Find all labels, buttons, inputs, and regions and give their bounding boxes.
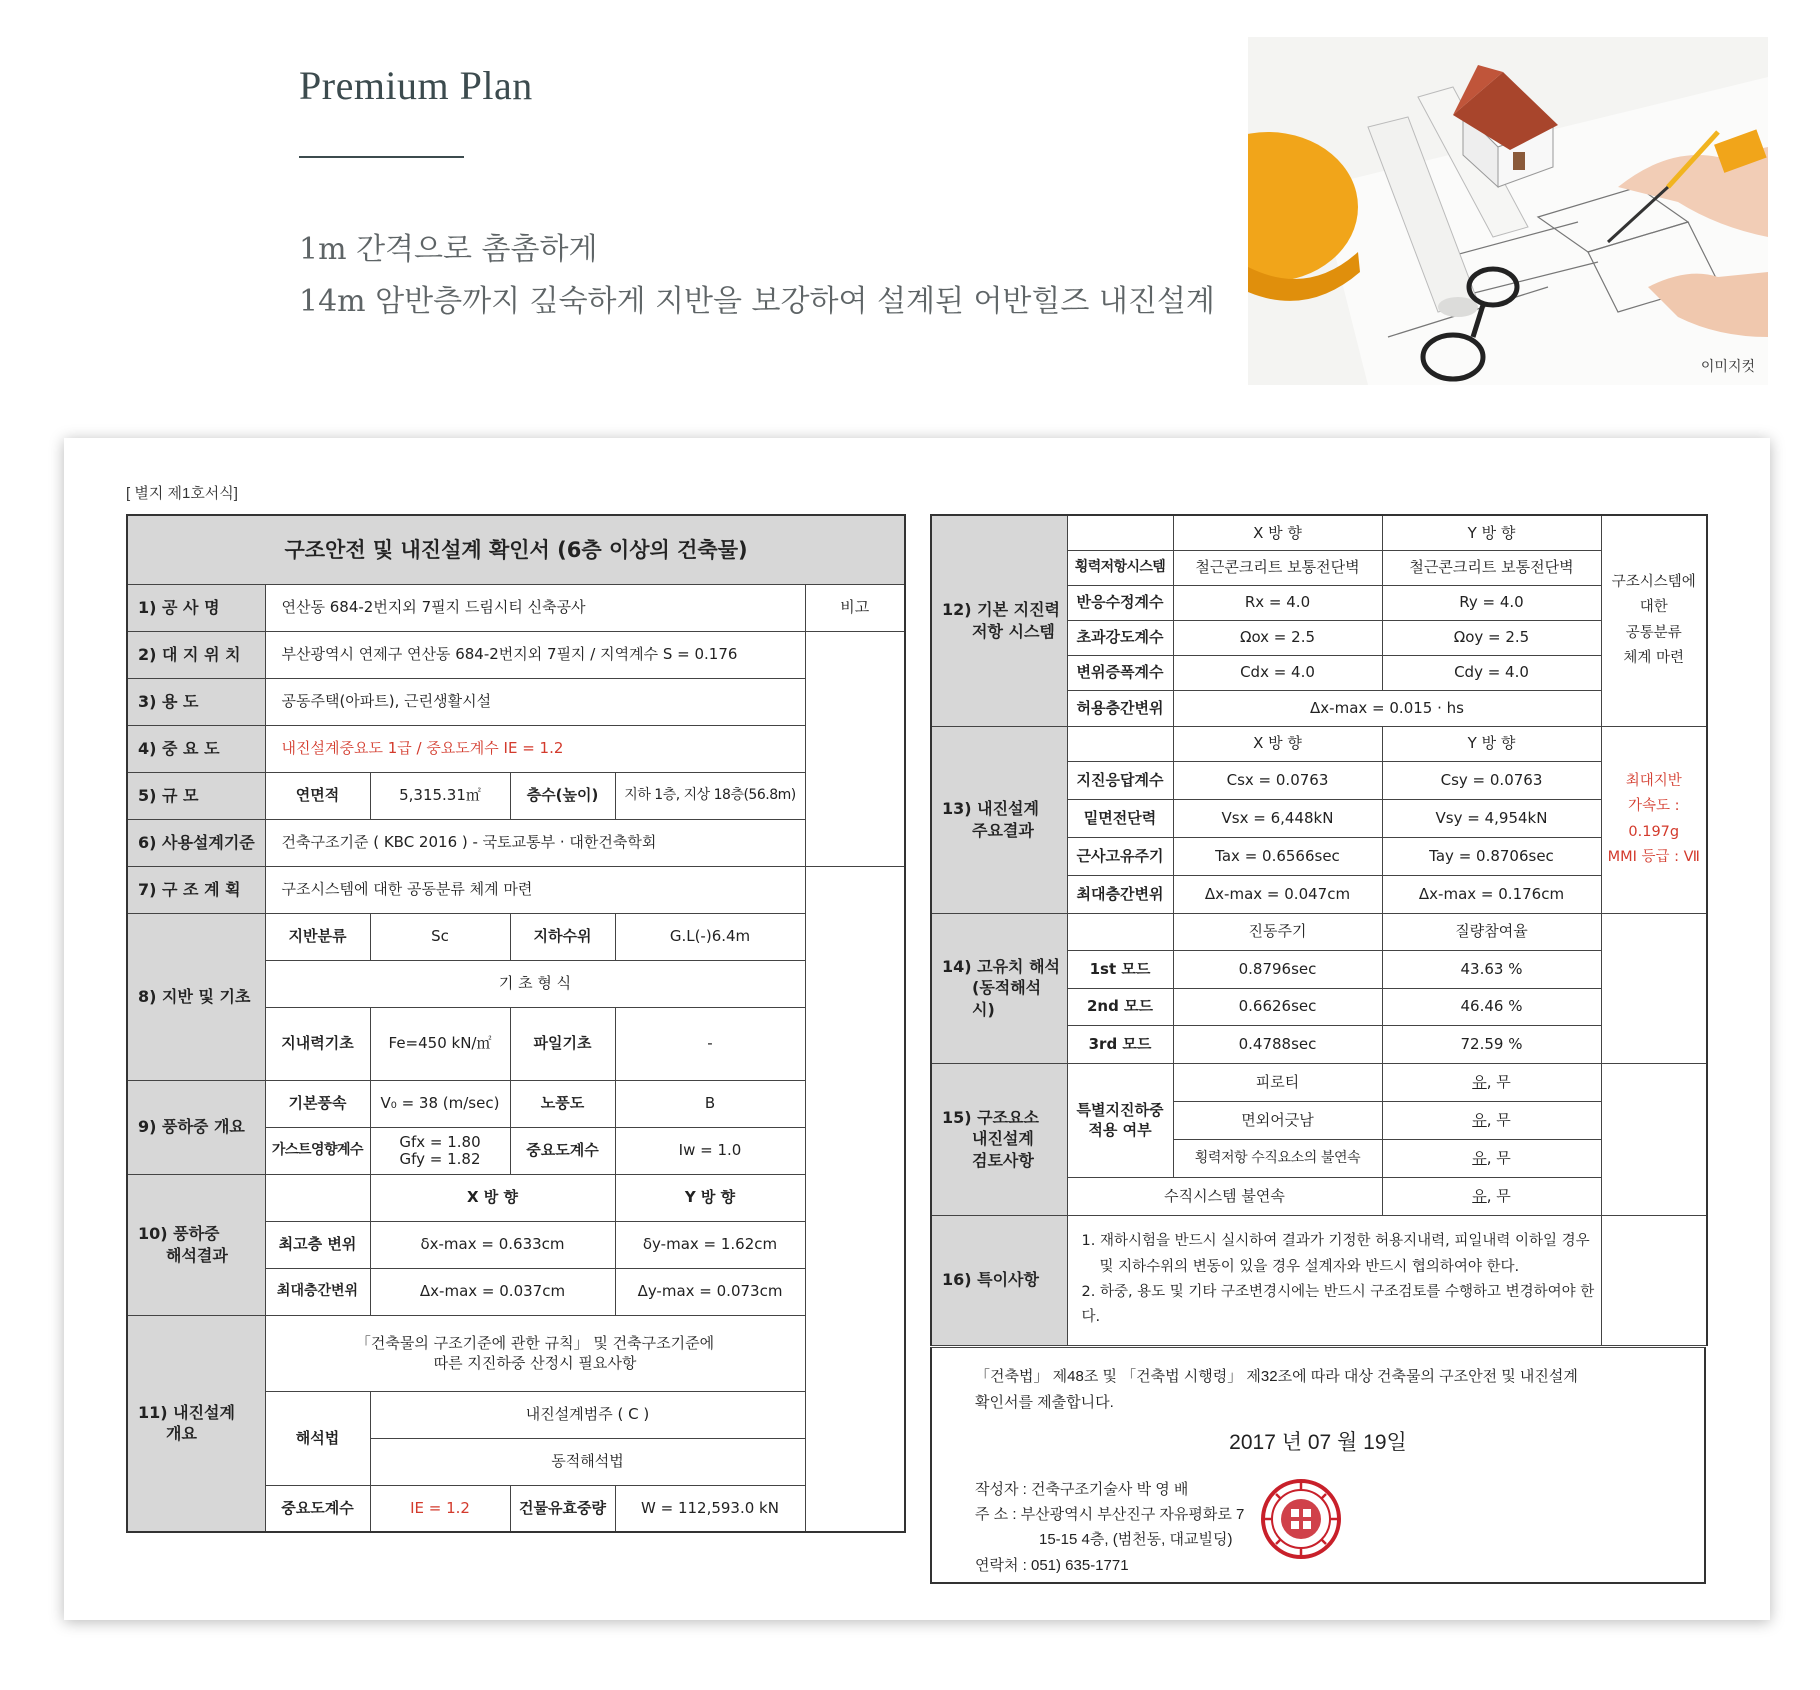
gust-x: Gfx = 1.80 [399,1133,481,1151]
mode-label: 1st 모드 [1067,950,1173,988]
declaration-line: 확인서를 제출합니다. [975,1393,1114,1411]
deflection-factor-x: Cdx = 4.0 [1173,655,1382,690]
structural-plan: 구조시스템에 대한 공동분류 체계 마련 [265,866,805,913]
row-label: 16) 특이사항 [931,1215,1067,1345]
offset-check [1382,1101,1601,1139]
row-label [931,913,1067,1063]
headline-line-2: 14m 암반층까지 깊숙하게 지반을 보강하여 설계된 어반힐즈 내진설계 [299,284,1215,319]
row-label [931,1063,1067,1215]
row-label-line: 저항 시스템 [972,621,1055,641]
note-line: 1. 재하시험을 반드시 실시하여 결과가 기정한 허용지내력, 피일내력 이하일 경우 [1081,1233,1590,1250]
mode-mass: 72.59 % [1382,1025,1601,1063]
mode-mass: 46.46 % [1382,988,1601,1025]
architecture-photo [1248,37,1768,385]
table-row [127,631,905,678]
table-row [127,866,905,913]
ground-class-label: 지반분류 [265,913,370,960]
max-drift-x: Δx-max = 0.047cm [1173,875,1382,913]
headline-line-1: 1m 간격으로 촘촘하게 [299,232,598,267]
remark-cell [805,866,905,1532]
row-label: 3) 용 도 [127,678,265,725]
mode-period: 0.8796sec [1173,950,1382,988]
row-label-line: 내진설계 [972,1129,1034,1149]
analysis-method: 동적해석법 [370,1438,805,1485]
row-label-line: 11) 내진설계 [138,1402,235,1422]
note-line: 및 지하수위의 변동이 있을 경우 설계자와 반드시 협의하여야 한다. [1099,1258,1520,1275]
no-mark: , 무 [1486,1110,1511,1129]
offset-label: 면외어긋남 [1173,1101,1382,1139]
blueprint-illustration [1248,37,1768,385]
story-drift-y: Δy-max = 0.073cm [615,1268,805,1315]
row-label [931,515,1067,726]
vertical-system-label: 수직시스템 불연속 [1067,1177,1382,1215]
row-label: 1) 공 사 명 [127,584,265,631]
blank-cell [1067,913,1173,950]
table-row [931,913,1707,950]
special-load-line: 특별지진하중 [1076,1100,1164,1119]
table-row [127,584,905,631]
row-label-line: 개요 [166,1424,197,1444]
special-load-line: 적용 여부 [1088,1121,1152,1139]
response-factor-y: Ry = 4.0 [1382,585,1601,620]
story-drift-x: Δx-max = 0.037cm [370,1268,615,1315]
floors-label: 층수(높이) [510,772,615,819]
importance-value: 내진설계중요도 1급 / 중요도계수 IE = 1.2 [265,725,805,772]
gust-value [370,1127,510,1174]
area-value: 5,315.31㎡ [370,772,510,819]
row-label: 5) 규 모 [127,772,265,819]
row-label [127,1315,265,1532]
seismic-note [265,1315,805,1391]
mode-period: 0.6626sec [1173,988,1382,1025]
overstrength-y: Ωoy = 2.5 [1382,620,1601,655]
writer-info: 작성자 : 건축구조기술사 박 영 배 [975,1481,1189,1498]
table-row [931,1215,1707,1345]
y-direction-header: Y 방 향 [1382,726,1601,761]
max-drift-y: Δx-max = 0.176cm [1382,875,1601,913]
discontinuity-label: 횡력저항 수직요소의 불연속 [1173,1139,1382,1177]
area-label: 연면적 [265,772,370,819]
response-coef-y: Csy = 0.0763 [1382,761,1601,799]
yes-mark: 유 [1472,1110,1487,1129]
page-title: Premium Plan [299,63,533,108]
address-line-1: 주 소 : 부산광역시 부산진구 자유평화로 7 [975,1506,1245,1523]
row-label: 9) 풍하중 개요 [127,1080,265,1174]
table-row [127,678,905,725]
row-label-line: 14) 고유치 해석 [942,956,1060,976]
remark-cell [805,631,905,866]
row-label-line: 검토사항 [972,1150,1034,1170]
row-label: 2) 대 지 위 치 [127,631,265,678]
basic-wind-label: 기본풍속 [265,1080,370,1127]
top-displacement-x: δx-max = 0.633cm [370,1221,615,1268]
remark-line: 구조시스템에 [1611,574,1696,590]
row-label-line: 15) 구조요소 [942,1107,1039,1127]
allowable-drift-value: Δx-max = 0.015 · hs [1173,690,1601,726]
period-header: 진동주기 [1173,913,1382,950]
top-displacement-label: 최고층 변위 [265,1221,370,1268]
declaration-box [930,1347,1706,1584]
note-line: 2. 하중, 용도 및 기타 구조변경시에는 반드시 구조검토를 수행하고 변경하여야 한다. [1081,1284,1595,1326]
remark-header: 비고 [805,584,905,631]
bearing-value: Fe=450 kN/㎡ [370,1007,510,1080]
basic-wind-value: V₀ = 38 (m/sec) [370,1080,510,1127]
seismic-note-line: 「건축물의 구조기준에 관한 규칙」 및 건축구조기준에 [355,1333,715,1352]
piloti-label: 피로티 [1173,1063,1382,1101]
seismic-note-line: 따른 지진하중 산정시 필요사항 [433,1354,637,1372]
seismic-importance-label: 중요도계수 [265,1485,370,1532]
row-label-line: 해석결과 [166,1245,228,1265]
special-notes [1067,1215,1601,1345]
pile-label: 파일기초 [510,1007,615,1080]
mass-header: 질량참여율 [1382,913,1601,950]
row-label: 6) 사용설계기준 [127,819,265,866]
yes-mark: 유 [1472,1072,1487,1091]
remark-cell [1601,515,1707,726]
title-divider [299,156,464,158]
table-row [127,1080,905,1127]
piloti-check [1382,1063,1601,1101]
remark-line: 가속도 : [1627,798,1680,815]
gust-label: 가스트영향계수 [265,1127,370,1174]
blank-cell [1067,515,1173,550]
building-weight-value: W = 112,593.0 kN [615,1485,805,1532]
address-line-2: 15-15 4층, (범천동, 대교빌딩) [1039,1531,1233,1548]
table-row [931,1063,1707,1101]
deflection-factor-y: Cdy = 4.0 [1382,655,1601,690]
row-label: 7) 구 조 계 획 [127,866,265,913]
ground-class-value: Sc [370,913,510,960]
remark-line: 체계 마련 [1623,650,1685,667]
y-direction-header: Y 방 향 [615,1174,805,1221]
mode-label: 2nd 모드 [1067,988,1173,1025]
certificate-document [64,438,1770,1620]
official-seal-icon [1260,1478,1342,1560]
exposure-value: B [615,1080,805,1127]
response-factor-label: 반응수정계수 [1067,585,1173,620]
response-coef-x: Csx = 0.0763 [1173,761,1382,799]
water-level-label: 지하수위 [510,913,615,960]
row-label-line: (동적해석시) [972,978,1042,1019]
remark-line: MMI 등급 : Ⅶ [1607,848,1700,865]
max-drift-label: 최대층간변위 [1067,875,1173,913]
base-shear-label: 밑면전단력 [1067,799,1173,837]
table-title-row [127,515,905,584]
form-number: [ 별지 제1호서식] [126,485,238,502]
table-row [127,1315,905,1391]
story-drift-label: 최대층간변위 [265,1268,370,1315]
bearing-label: 지내력기초 [265,1007,370,1080]
left-certificate-table [126,514,906,1533]
exposure-label: 노풍도 [510,1080,615,1127]
x-direction-header: X 방 향 [1173,726,1382,761]
row-label [931,726,1067,913]
blank-cell [1067,726,1173,761]
wind-importance-value: Iw = 1.0 [615,1127,805,1174]
row-label-line: 주요결과 [972,820,1034,840]
no-mark: , 무 [1486,1186,1511,1205]
mode-label: 3rd 모드 [1067,1025,1173,1063]
table-row [127,725,905,772]
table-row [127,819,905,866]
building-weight-label: 건물유효중량 [510,1485,615,1532]
system-x: 철근콘크리트 보통전단벽 [1173,550,1382,585]
system-label: 횡력저항시스템 [1067,550,1173,585]
table-row [931,726,1707,761]
remark-cell [1601,726,1707,913]
row-label-line: 13) 내진설계 [942,798,1039,818]
base-shear-x: Vsx = 6,448kN [1173,799,1382,837]
foundation-header: 기 초 형 식 [265,960,805,1007]
pile-value: - [615,1007,805,1080]
site-location: 부산광역시 연제구 연산동 684-2번지외 7필지 / 지역계수 S = 0.176 [265,631,805,678]
allowable-drift-label: 허용층간변위 [1067,690,1173,726]
form-title: 구조안전 및 내진설계 확인서 (6층 이상의 건축물) [127,515,905,584]
contact-info: 연락처 : 051) 635-1771 [975,1557,1129,1574]
floors-value: 지하 1층, 지상 18층(56.8m) [615,772,805,819]
remark-cell [1601,1215,1707,1345]
table-row [931,515,1707,550]
row-label-line: 12) 기본 지진력 [942,600,1060,620]
remark-line: 최대지반 [1625,772,1682,789]
submission-date: 2017 년 07 월 19일 [1229,1431,1407,1454]
discontinuity-check [1382,1139,1601,1177]
water-level-value: G.L(-)6.4m [615,913,805,960]
row-label-line: 10) 풍하중 [138,1223,220,1243]
no-mark: , 무 [1486,1072,1511,1091]
yes-mark: 유 [1472,1186,1487,1205]
declaration-text [975,1364,1655,1415]
wind-importance-label: 중요도계수 [510,1127,615,1174]
declaration-line: 「건축법」 제48조 및 「건축법 시행령」 제32조에 따라 대상 건축물의 구조안전 및 내진설계 [975,1368,1578,1385]
system-y: 철근콘크리트 보통전단벽 [1382,550,1601,585]
period-x: Tax = 0.6566sec [1173,837,1382,875]
right-certificate-table [930,514,1708,1346]
deflection-factor-label: 변위증폭계수 [1067,655,1173,690]
row-label: 8) 지반 및 기초 [127,913,265,1080]
row-label [127,1174,265,1315]
overstrength-label: 초과강도계수 [1067,620,1173,655]
no-mark: , 무 [1486,1148,1511,1167]
project-name: 연산동 684-2번지외 7필지 드림시티 신축공사 [265,584,805,631]
y-direction-header: Y 방 향 [1382,515,1601,550]
gust-y: Gfy = 1.82 [399,1149,481,1168]
photo-caption: 이미지컷 [1700,358,1755,374]
design-standard: 건축구조기준 ( KBC 2016 ) - 국토교통부 · 대한건축학회 [265,819,805,866]
remark-cell [1601,913,1707,1063]
base-shear-y: Vsy = 4,954kN [1382,799,1601,837]
seismic-importance-value: IE = 1.2 [370,1485,510,1532]
seismic-category: 내진설계범주 ( C ) [370,1391,805,1438]
yes-mark: 유 [1472,1148,1487,1167]
top-displacement-y: δy-max = 1.62cm [615,1221,805,1268]
mode-mass: 43.63 % [1382,950,1601,988]
response-coef-label: 지진응답계수 [1067,761,1173,799]
building-use: 공동주택(아파트), 근린생활시설 [265,678,805,725]
row-label: 4) 중 요 도 [127,725,265,772]
table-row [127,772,905,819]
period-y: Tay = 0.8706sec [1382,837,1601,875]
special-load-label [1067,1063,1173,1177]
response-factor-x: Rx = 4.0 [1173,585,1382,620]
vertical-system-check [1382,1177,1601,1215]
remark-line: 대한 [1639,599,1668,616]
table-row [127,1174,905,1221]
remark-line: 0.197g [1628,823,1680,840]
table-row [127,913,905,960]
analysis-method-label: 해석법 [265,1391,370,1485]
remark-cell [1601,1063,1707,1215]
remark-line: 공통분류 [1625,624,1682,641]
x-direction-header: X 방 향 [1173,515,1382,550]
period-label: 근사고유주기 [1067,837,1173,875]
mode-period: 0.4788sec [1173,1025,1382,1063]
overstrength-x: Ωox = 2.5 [1173,620,1382,655]
x-direction-header: X 방 향 [370,1174,615,1221]
blank-cell [265,1174,370,1221]
